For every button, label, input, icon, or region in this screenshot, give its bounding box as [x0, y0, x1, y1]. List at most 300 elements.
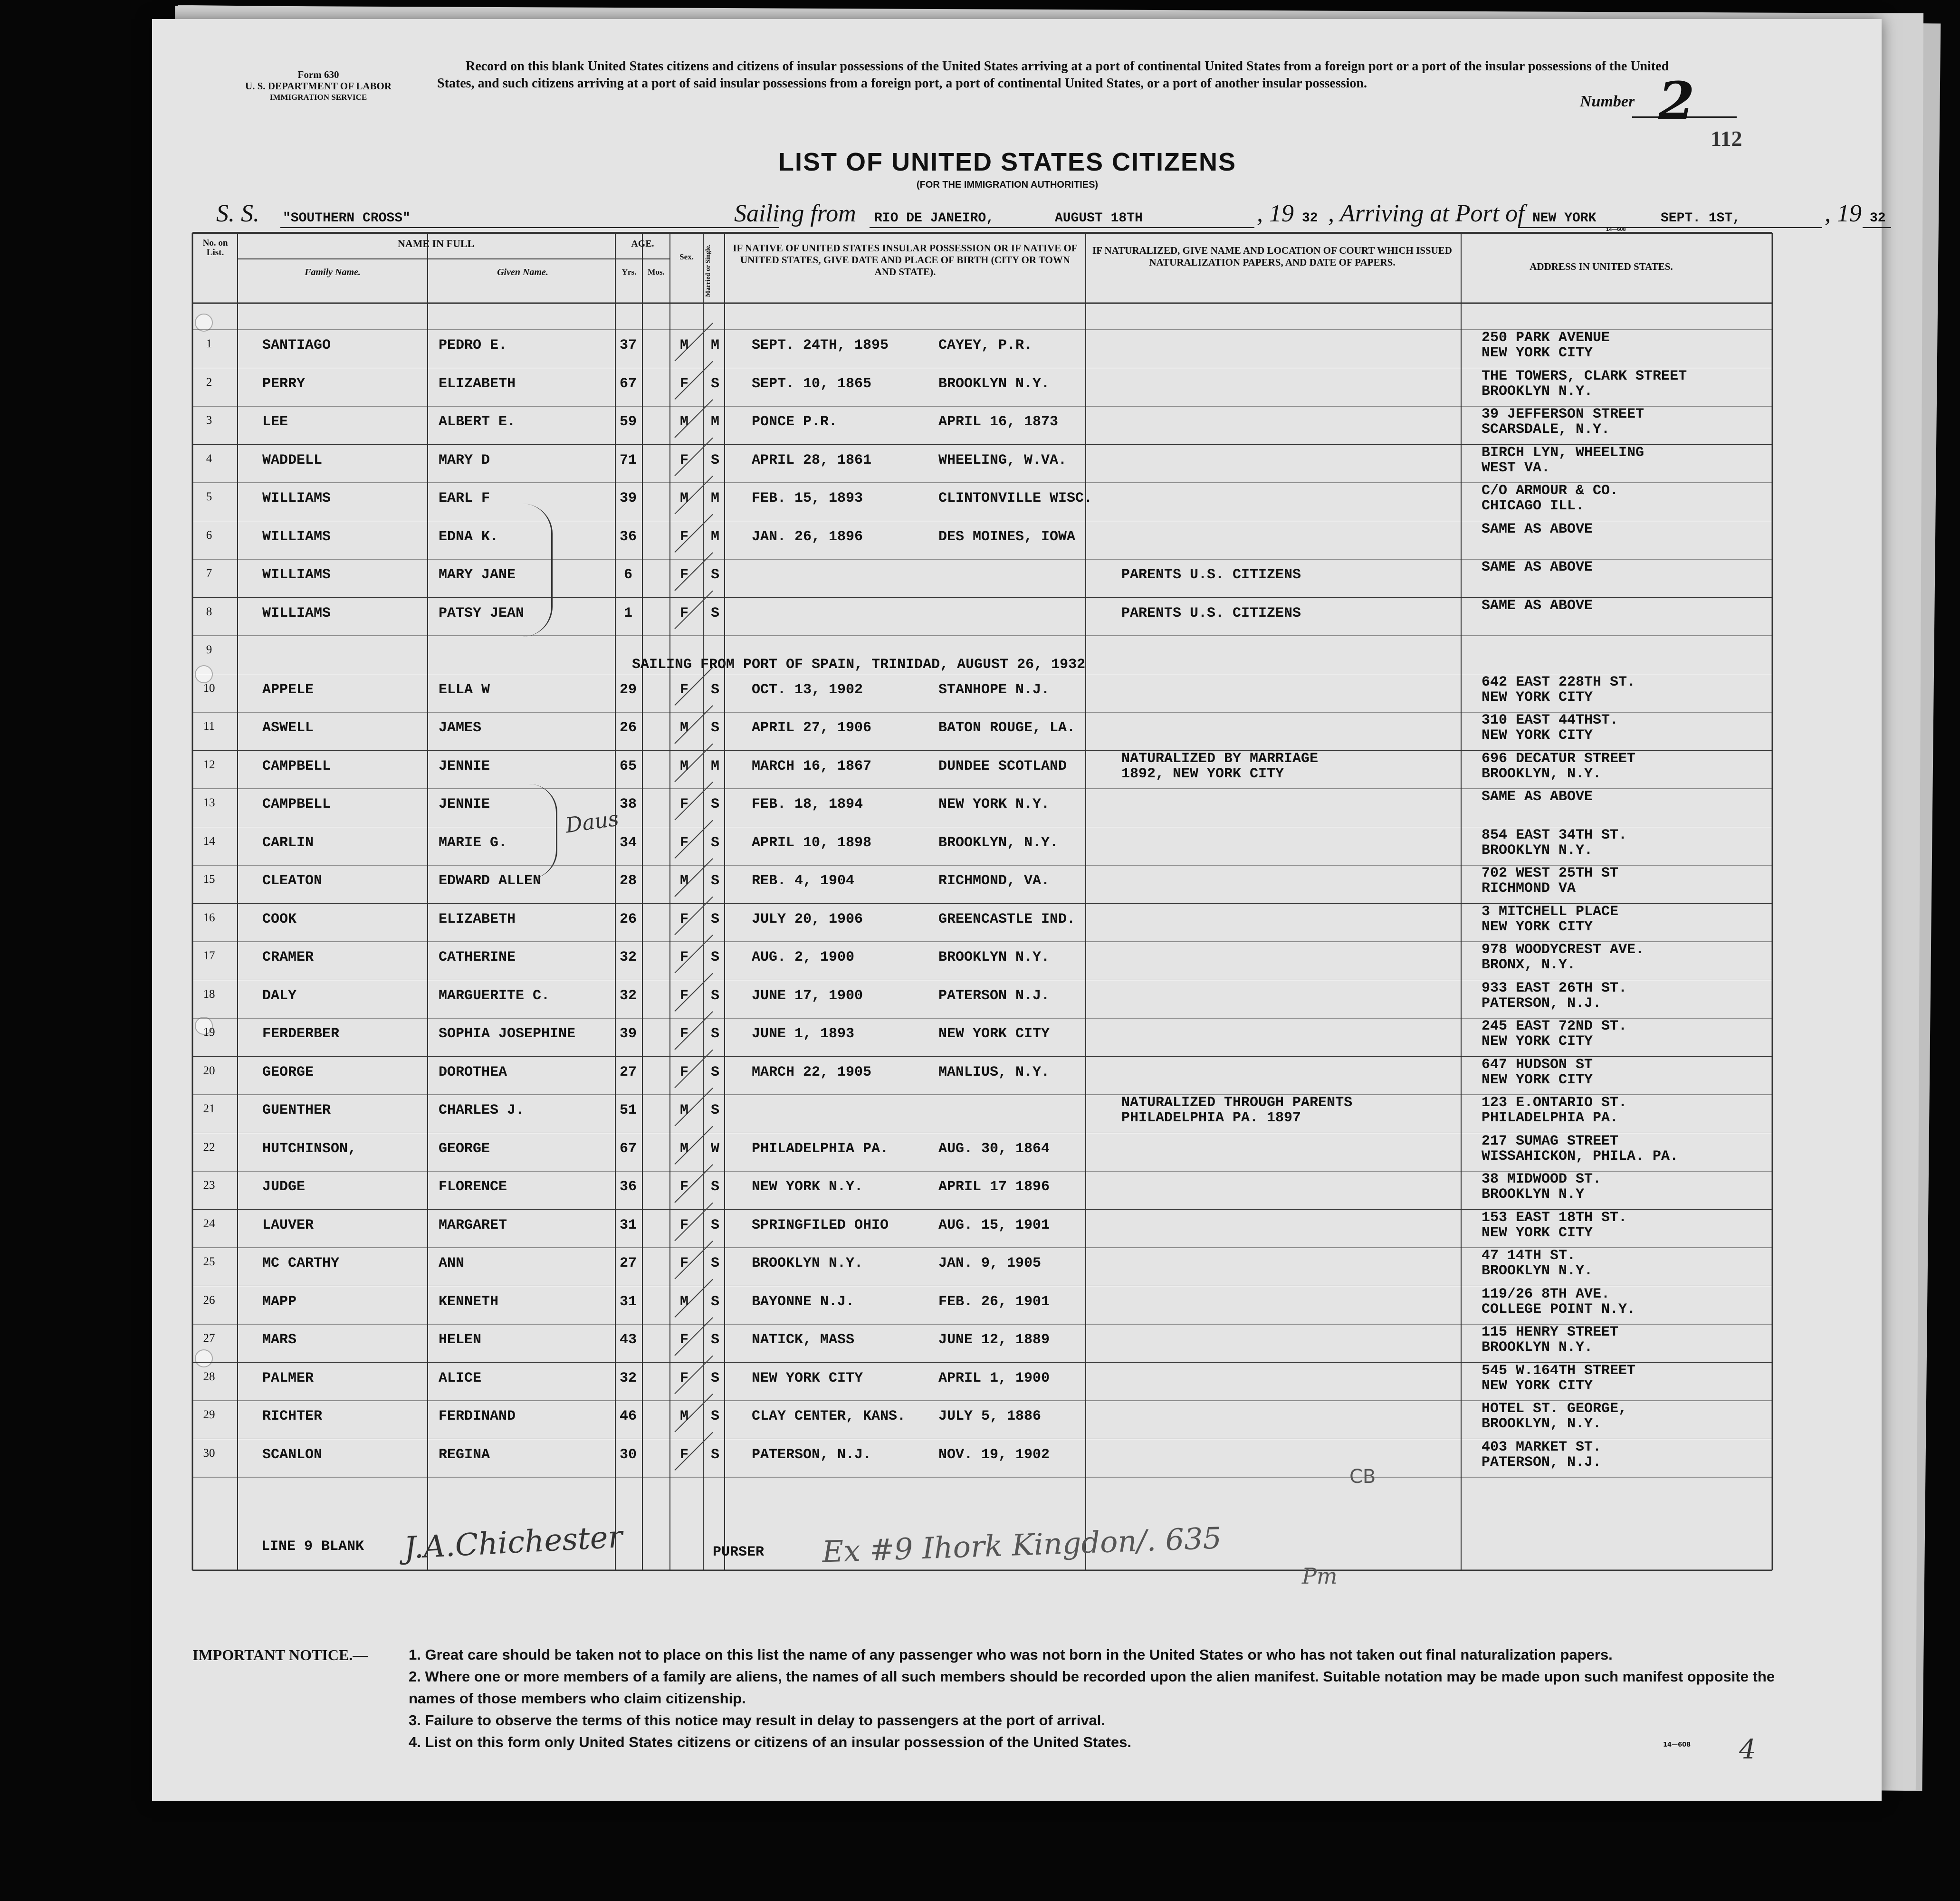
birth-date-place-2: JUNE 12, 1889	[938, 1332, 1050, 1348]
address-line-1: 642 EAST 228TH ST.	[1482, 674, 1636, 690]
row-number: 9	[206, 643, 212, 656]
address-line-2: NEW YORK CITY	[1482, 727, 1593, 744]
birth-date-place-1: AUG. 2, 1900	[752, 949, 855, 965]
address-line-2: COLLEGE POINT N.Y.	[1482, 1301, 1636, 1318]
address-line-2: BRONX, N.Y.	[1482, 957, 1576, 973]
address-line-1: 3 MITCHELL PLACE	[1482, 903, 1619, 920]
birth-date-place-1: JUNE 17, 1900	[752, 987, 863, 1004]
page-title: LIST OF UNITED STATES CITIZENS	[778, 148, 1236, 176]
bottom-form-code: 14—608	[1663, 1741, 1691, 1748]
birth-date-place-2: NOV. 19, 1902	[938, 1446, 1050, 1463]
address-line-2: PATERSON, N.J.	[1482, 995, 1602, 1012]
birth-date-place-1: BAYONNE N.J.	[752, 1293, 855, 1310]
marital-status: S	[710, 452, 719, 468]
given-name: ANN	[439, 1255, 465, 1271]
given-name: CATHERINE	[439, 949, 516, 965]
row-number: 29	[203, 1408, 215, 1421]
row-number: 7	[206, 567, 212, 580]
birth-date-place-1: JUNE 1, 1893	[752, 1026, 855, 1042]
row-number: 16	[203, 911, 215, 924]
birth-date-place-2: BROOKLYN N.Y.	[938, 375, 1050, 392]
address-line-1: 250 PARK AVENUE	[1482, 330, 1610, 346]
notice-item-3: 3. Failure to observe the terms of this notice may result in delay to passengers at the port of arrival.	[409, 1712, 1106, 1729]
sailing-label: Sailing from	[734, 200, 856, 227]
address-line-1: THE TOWERS, CLARK STREET	[1482, 368, 1687, 384]
birth-date-place-1: NEW YORK N.Y.	[752, 1179, 863, 1195]
family-name: MARS	[262, 1332, 297, 1348]
family-name: WILLIAMS	[262, 605, 331, 621]
given-name: EDWARD ALLEN	[439, 873, 542, 889]
age-years: 27	[619, 1255, 637, 1271]
list-number: 2	[1658, 70, 1695, 132]
address-line-1: 978 WOODYCREST AVE.	[1482, 942, 1644, 958]
family-name: LEE	[262, 414, 288, 430]
row-number: 25	[203, 1255, 215, 1268]
birth-date-place-1: REB. 4, 1904	[752, 873, 855, 889]
header-list-number: No. on List.	[202, 238, 228, 258]
sex: M	[679, 490, 688, 506]
birth-date-place-2: APRIL 16, 1873	[938, 414, 1059, 430]
page-stamp: 112	[1711, 126, 1742, 151]
row-number: 4	[206, 452, 212, 465]
family-name: ASWELL	[262, 720, 314, 736]
row-number: 13	[203, 796, 215, 809]
address-line-2: BROOKLYN N.Y.	[1482, 383, 1593, 400]
sex: M	[679, 1408, 688, 1424]
birth-date-place-2: DES MOINES, IOWA	[938, 528, 1076, 545]
birth-date-place-2: STANHOPE N.J.	[938, 681, 1050, 698]
header-married-single: Married or Single.	[705, 244, 712, 297]
address-line-1: BIRCH LYN, WHEELING	[1482, 444, 1644, 461]
row-number: 11	[203, 720, 215, 733]
header-family-name: Family Name.	[305, 267, 361, 277]
given-name: JAMES	[439, 720, 482, 736]
naturalization-line-1: NATURALIZED THROUGH PARENTS	[1121, 1095, 1353, 1111]
given-name: PATSY JEAN	[439, 605, 525, 621]
given-name: ELIZABETH	[439, 375, 516, 392]
age-years: 31	[619, 1217, 637, 1233]
given-name: CHARLES J.	[439, 1102, 525, 1118]
row-number: 8	[206, 605, 212, 618]
sex: F	[679, 681, 688, 698]
marital-status: S	[710, 949, 719, 965]
sex: M	[679, 1102, 688, 1118]
marital-status: S	[710, 1179, 719, 1195]
given-name: ALBERT E.	[439, 414, 516, 430]
family-name: CAMPBELL	[262, 758, 331, 774]
arriving-label: , Arriving at Port of	[1328, 200, 1525, 227]
address-line-2: BROOKLYN N.Y.	[1482, 1339, 1593, 1356]
given-name: PEDRO E.	[439, 337, 507, 353]
given-name: MARIE G.	[439, 834, 507, 851]
sex: F	[679, 375, 688, 392]
given-name: ELLA W	[439, 681, 490, 698]
birth-date-place-1: MARCH 16, 1867	[752, 758, 872, 774]
birth-date-place-1: NATICK, MASS	[752, 1332, 855, 1348]
sex: F	[679, 1026, 688, 1042]
row-number: 28	[203, 1370, 215, 1383]
birth-date-place-2: WHEELING, W.VA.	[938, 452, 1067, 468]
birth-date-place-2: MANLIUS, N.Y.	[938, 1064, 1050, 1080]
birth-date-place-2: NEW YORK N.Y.	[938, 796, 1050, 812]
sex: M	[679, 1293, 688, 1310]
address-line-1: 702 WEST 25TH ST	[1482, 865, 1619, 881]
to-date: SEPT. 1ST,	[1661, 211, 1741, 226]
given-name: GEORGE	[439, 1140, 490, 1157]
corner-mark: 4	[1739, 1734, 1756, 1765]
given-name: MARY JANE	[439, 567, 516, 583]
age-years: 26	[619, 911, 637, 927]
line-9-note: LINE 9 BLANK	[261, 1538, 364, 1555]
address-line-2: WEST VA.	[1482, 459, 1550, 476]
given-name: FERDINAND	[439, 1408, 516, 1424]
sex: M	[679, 720, 688, 736]
sex: F	[679, 1255, 688, 1271]
birth-date-place-2: CLINTONVILLE WISC.	[938, 490, 1093, 506]
age-years: 28	[619, 873, 637, 889]
sailing-note: SAILING FROM PORT OF SPAIN, TRINIDAD, AUGUST 26, 1932	[632, 657, 1086, 673]
address-line-2: BROOKLYN N.Y.	[1482, 1263, 1593, 1279]
age-years: 65	[619, 758, 637, 774]
address-line-1: 696 DECATUR STREET	[1482, 750, 1636, 767]
birth-date-place-2: AUG. 30, 1864	[938, 1140, 1050, 1157]
notice-item-1: 1. Great care should be taken not to place on this list the name of any passenger who was not born in the United States or who has not taken out final naturalization papers.	[409, 1646, 1613, 1663]
row-number: 12	[203, 758, 215, 771]
age-years: 26	[619, 720, 637, 736]
family-name: WILLIAMS	[262, 567, 331, 583]
address-line-1: HOTEL ST. GEORGE,	[1482, 1401, 1627, 1417]
sex: F	[679, 1446, 688, 1463]
address-line-2: NEW YORK CITY	[1482, 345, 1593, 361]
family-name: APPELE	[262, 681, 314, 698]
birth-date-place-2: RICHMOND, VA.	[938, 873, 1050, 889]
address-line-1: C/O ARMOUR & CO.	[1482, 483, 1619, 499]
birth-date-place-1: FEB. 15, 1893	[752, 490, 863, 506]
from-port: RIO DE JANEIRO,	[874, 211, 994, 226]
header-sex: Sex.	[679, 252, 694, 261]
family-name: JUDGE	[262, 1179, 306, 1195]
naturalization-line-1: PARENTS U.S. CITIZENS	[1121, 605, 1301, 621]
address-line-2: NEW YORK CITY	[1482, 1224, 1593, 1241]
marital-status: M	[710, 414, 719, 430]
family-name: SCANLON	[262, 1446, 323, 1463]
notice-item-4: 4. List on this form only United States citizens or citizens of an insular possession of the United States.	[409, 1734, 1131, 1750]
address-line-1: 854 EAST 34TH ST.	[1482, 827, 1627, 843]
row-number: 3	[206, 414, 212, 427]
header-given-name: Given Name.	[497, 267, 548, 277]
marital-status: S	[710, 911, 719, 927]
row-number: 27	[203, 1332, 215, 1345]
age-years: 59	[619, 414, 637, 430]
address-line-1: 153 EAST 18TH ST.	[1482, 1209, 1627, 1226]
marital-status: S	[710, 1064, 719, 1080]
purser-signature: J.A.Chichester	[403, 1519, 623, 1566]
birth-date-place-1: JAN. 26, 1896	[752, 528, 863, 545]
bracket-mark	[523, 504, 553, 637]
family-name: CARLIN	[262, 834, 314, 851]
birth-date-place-1: NEW YORK CITY	[752, 1370, 863, 1386]
row-number: 14	[203, 834, 215, 848]
marital-status: S	[710, 681, 719, 698]
given-name: HELEN	[439, 1332, 482, 1348]
address-line-1: 47 14TH ST.	[1482, 1248, 1576, 1264]
address-line-2: RICHMOND VA	[1482, 880, 1576, 897]
given-name: EARL F	[439, 490, 490, 506]
sex: F	[679, 567, 688, 583]
row-number: 15	[203, 873, 215, 886]
age-years: 27	[619, 1064, 637, 1080]
age-years: 29	[619, 681, 637, 698]
notice-heading: IMPORTANT NOTICE.—	[192, 1646, 368, 1663]
sex: F	[679, 834, 688, 851]
sex: M	[679, 337, 688, 353]
family-name: COOK	[262, 911, 297, 927]
row-number: 19	[203, 1026, 215, 1039]
given-name: EDNA K.	[439, 528, 499, 545]
birth-date-place-1: PATERSON, N.J.	[752, 1446, 872, 1463]
sex: F	[679, 1179, 688, 1195]
age-years: 34	[619, 834, 637, 851]
age-years: 39	[619, 1026, 637, 1042]
number-label: Number	[1580, 93, 1635, 110]
row-number: 21	[203, 1102, 215, 1115]
address-line-1: 933 EAST 26TH ST.	[1482, 980, 1627, 996]
birth-date-place-1: JULY 20, 1906	[752, 911, 863, 927]
address-line-2: NEW YORK CITY	[1482, 1071, 1593, 1088]
address-line-1: 403 MARKET ST.	[1482, 1439, 1602, 1455]
age-years: 32	[619, 949, 637, 965]
row-number: 22	[203, 1140, 215, 1154]
given-name: KENNETH	[439, 1293, 499, 1310]
age-years: 31	[619, 1293, 637, 1310]
birth-date-place-1: BROOKLYN N.Y.	[752, 1255, 863, 1271]
ship-name: "SOUTHERN CROSS"	[283, 211, 411, 226]
age-years: 38	[619, 796, 637, 812]
birth-date-place-1: APRIL 27, 1906	[752, 720, 872, 736]
department-name: U. S. DEPARTMENT OF LABOR	[245, 80, 392, 92]
family-name: GEORGE	[262, 1064, 314, 1080]
header-address: ADDRESS IN UNITED STATES.	[1530, 261, 1673, 272]
bracket-mark	[527, 784, 557, 879]
family-name: HUTCHINSON,	[262, 1140, 357, 1157]
marital-status: S	[710, 720, 719, 736]
marital-status: S	[710, 1026, 719, 1042]
form-number: Form 630	[297, 69, 339, 80]
address-line-2: NEW YORK CITY	[1482, 1033, 1593, 1050]
naturalization-line-2: 1892, NEW YORK CITY	[1121, 765, 1284, 782]
from-date: AUGUST 18TH	[1055, 211, 1143, 226]
year-prefix-2: , 19	[1825, 200, 1862, 227]
row-number: 30	[203, 1446, 215, 1460]
given-name: DOROTHEA	[439, 1064, 507, 1080]
sex: F	[679, 796, 688, 812]
age-years: 71	[619, 452, 637, 468]
marital-status: S	[710, 1370, 719, 1386]
birth-date-place-2: DUNDEE SCOTLAND	[938, 758, 1067, 774]
family-name: CRAMER	[262, 949, 314, 965]
address-line-2: WISSAHICKON, PHILA. PA.	[1482, 1148, 1679, 1165]
address-line-2: PHILADELPHIA PA.	[1482, 1110, 1619, 1126]
birth-date-place-2: BROOKLYN N.Y.	[938, 949, 1050, 965]
row-number: 17	[203, 949, 215, 962]
age-years: 6	[623, 567, 632, 583]
header-years: Yrs.	[621, 267, 637, 277]
birth-date-place-1: SEPT. 10, 1865	[752, 375, 872, 392]
sex: M	[679, 758, 688, 774]
marital-status: S	[710, 1293, 719, 1310]
marital-status: S	[710, 1446, 719, 1463]
family-name: DALY	[262, 987, 297, 1004]
address-line-2: BROOKLYN, N.Y.	[1482, 1416, 1602, 1432]
header-naturalized: IF NATURALIZED, GIVE NAME AND LOCATION OF COURT WHICH ISSUED NATURALIZATION PAPERS, AND DATE OF PAPERS.	[1092, 245, 1452, 268]
address-line-1: 115 HENRY STREET	[1482, 1324, 1619, 1340]
cb-mark: CB	[1349, 1466, 1376, 1488]
age-years: 43	[619, 1332, 637, 1348]
address-line-1: SAME AS ABOVE	[1482, 559, 1593, 575]
sex: F	[679, 1332, 688, 1348]
birth-date-place-2: APRIL 1, 1900	[938, 1370, 1050, 1386]
family-name: RICHTER	[262, 1408, 323, 1424]
birth-date-place-1: OCT. 13, 1902	[752, 681, 863, 698]
marital-status: S	[710, 1255, 719, 1271]
address-line-1: 217 SUMAG STREET	[1482, 1133, 1619, 1149]
given-name: JENNIE	[439, 758, 490, 774]
age-years: 1	[623, 605, 632, 621]
header-months: Mos.	[648, 267, 665, 277]
given-name: REGINA	[439, 1446, 490, 1463]
row-number: 20	[203, 1064, 215, 1077]
address-line-1: SAME AS ABOVE	[1482, 597, 1593, 614]
address-line-1: SAME AS ABOVE	[1482, 521, 1593, 537]
given-name: JENNIE	[439, 796, 490, 812]
address-line-2: CHICAGO ILL.	[1482, 498, 1585, 514]
marital-status: S	[710, 605, 719, 621]
birth-date-place-2: FEB. 26, 1901	[938, 1293, 1050, 1310]
sex: F	[679, 1064, 688, 1080]
address-line-1: 38 MIDWOOD ST.	[1482, 1171, 1602, 1187]
form-instructions: Record on this blank United States citizens and citizens of insular possessions of the United States arriving at a port of continental United States from a foreign port or a port of the insular possessions of the United States, and such citizens arriving at a port of said insular possessions from a foreign port, a port of continental United States, or a port of another insular possession.	[437, 59, 1669, 91]
form-code: 14—608	[1606, 227, 1626, 232]
age-years: 37	[619, 337, 637, 353]
birth-date-place-2: GREENCASTLE IND.	[938, 911, 1076, 927]
marital-status: S	[710, 873, 719, 889]
address-line-2: NEW YORK CITY	[1482, 918, 1593, 935]
address-line-1: 119/26 8TH AVE.	[1482, 1286, 1610, 1302]
given-name: SOPHIA JOSEPHINE	[439, 1026, 576, 1042]
birth-date-place-1: APRIL 10, 1898	[752, 834, 872, 851]
naturalization-line-2: PHILADELPHIA PA. 1897	[1121, 1110, 1301, 1126]
age-years: 36	[619, 528, 637, 545]
birth-date-place-2: JAN. 9, 1905	[938, 1255, 1042, 1271]
marital-status: S	[710, 987, 719, 1004]
address-line-1: 123 E.ONTARIO ST.	[1482, 1095, 1627, 1111]
marital-status: S	[710, 796, 719, 812]
sex: M	[679, 1140, 688, 1157]
row-number: 2	[206, 375, 212, 389]
to-port: NEW YORK	[1532, 211, 1597, 226]
marital-status: S	[710, 1217, 719, 1233]
address-line-2: PATERSON, N.J.	[1482, 1454, 1602, 1471]
marital-status: M	[710, 490, 719, 506]
row-number: 1	[206, 337, 212, 350]
given-name: FLORENCE	[439, 1179, 507, 1195]
address-line-2: BROOKLYN, N.Y.	[1482, 765, 1602, 782]
given-name: ELIZABETH	[439, 911, 516, 927]
birth-date-place-1: SEPT. 24TH, 1895	[752, 337, 889, 353]
address-line-1: 245 EAST 72ND ST.	[1482, 1018, 1627, 1034]
family-name: FERDERBER	[262, 1026, 340, 1042]
birth-date-place-2: JULY 5, 1886	[938, 1408, 1042, 1424]
birth-date-place-1: APRIL 28, 1861	[752, 452, 872, 468]
birth-date-place-1: CLAY CENTER, KANS.	[752, 1408, 906, 1424]
row-number: 5	[206, 490, 212, 503]
header-name-in-full: NAME IN FULL	[397, 238, 475, 249]
address-line-2: SCARSDALE, N.Y.	[1482, 421, 1610, 438]
age-years: 51	[619, 1102, 637, 1118]
address-line-2: NEW YORK CITY	[1482, 1377, 1593, 1394]
marital-status: M	[710, 528, 719, 545]
marital-status: S	[710, 375, 719, 392]
given-name: MARY D	[439, 452, 490, 468]
marital-status: S	[710, 1408, 719, 1424]
ss-label: S. S.	[216, 200, 259, 227]
family-name: WILLIAMS	[262, 490, 331, 506]
birth-date-place-1: PONCE P.R.	[752, 414, 838, 430]
sex: F	[679, 911, 688, 927]
address-line-2: NEW YORK CITY	[1482, 689, 1593, 706]
birth-date-place-2: NEW YORK CITY	[938, 1026, 1050, 1042]
sex: F	[679, 1217, 688, 1233]
sex: F	[679, 949, 688, 965]
marital-status: M	[710, 758, 719, 774]
row-number: 23	[203, 1179, 215, 1192]
age-years: 46	[619, 1408, 637, 1424]
sex: F	[679, 452, 688, 468]
row-number: 6	[206, 528, 212, 542]
age-years: 30	[619, 1446, 637, 1463]
family-name: GUENTHER	[262, 1102, 331, 1118]
birth-date-place-1: SPRINGFILED OHIO	[752, 1217, 889, 1233]
age-years: 32	[619, 987, 637, 1004]
naturalization-line-1: NATURALIZED BY MARRIAGE	[1121, 750, 1319, 767]
birth-date-place-1: PHILADELPHIA PA.	[752, 1140, 889, 1157]
row-number: 24	[203, 1217, 215, 1230]
page-subtitle: (FOR THE IMMIGRATION AUTHORITIES)	[916, 180, 1099, 190]
birth-date-place-2: AUG. 15, 1901	[938, 1217, 1050, 1233]
family-name: PALMER	[262, 1370, 314, 1386]
sex: F	[679, 528, 688, 545]
birth-date-place-2: CAYEY, P.R.	[938, 337, 1033, 353]
birth-date-place-1: FEB. 18, 1894	[752, 796, 863, 812]
given-name: MARGARET	[439, 1217, 507, 1233]
address-line-2: BROOKLYN N.Y.	[1482, 842, 1593, 859]
birth-date-place-2: BATON ROUGE, LA.	[938, 720, 1076, 736]
sex: M	[679, 414, 688, 430]
handwritten-subnote: Pm	[1302, 1563, 1338, 1589]
family-name: LAUVER	[262, 1217, 314, 1233]
marital-status: S	[710, 567, 719, 583]
family-name: CAMPBELL	[262, 796, 331, 812]
age-years: 39	[619, 490, 637, 506]
sex: F	[679, 1370, 688, 1386]
marital-status: M	[710, 337, 719, 353]
birth-date-place-2: APRIL 17 1896	[938, 1179, 1050, 1195]
year-1: 32	[1302, 211, 1318, 226]
purser-label: PURSER	[713, 1544, 765, 1560]
family-name: WADDELL	[262, 452, 323, 468]
service-name: IMMIGRATION SERVICE	[269, 93, 367, 102]
age-years: 32	[619, 1370, 637, 1386]
